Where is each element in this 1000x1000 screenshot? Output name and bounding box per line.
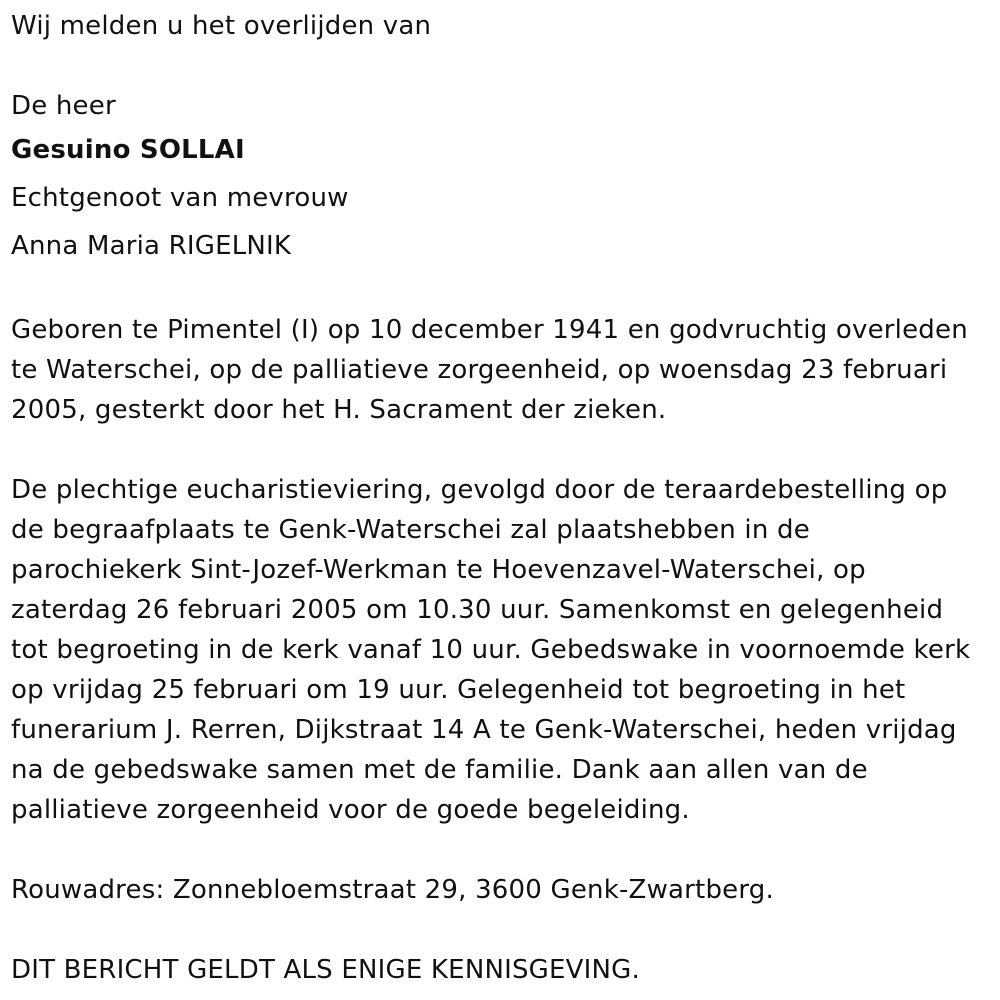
spacer <box>11 270 991 310</box>
ceremony-paragraph <box>11 470 991 830</box>
salutation: De heer <box>11 91 116 121</box>
paragraph-line: parochiekerk Sint-Jozef-Werkman te Hoevenzavel-Waterschei, op <box>11 555 866 585</box>
paragraph-line: Geboren te Pimentel (I) op 10 december 1941 en godvruchtig overleden <box>11 315 968 345</box>
spacer <box>11 910 991 950</box>
spouse-name: Anna Maria RIGELNIK <box>11 231 292 261</box>
closing-statement: DIT BERICHT GELDT ALS ENIGE KENNISGEVING. <box>11 955 640 985</box>
paragraph-line: De plechtige eucharistieviering, gevolgd door de teraardebestelling op <box>11 475 948 505</box>
spouse-label: Echtgenoot van mevrouw <box>11 183 349 213</box>
paragraph-line: op vrijdag 25 februari om 19 uur. Gelegenheid tot begroeting in het <box>11 675 906 705</box>
paragraph-line: na de gebedswake samen met de familie. Dank aan allen van de <box>11 755 868 785</box>
paragraph-line: palliatieve zorgeenheid voor de goede begeleiding. <box>11 795 690 825</box>
mourning-address: Rouwadres: Zonnebloemstraat 29, 3600 Genk-Zwartberg. <box>11 875 774 905</box>
spacer <box>11 430 991 470</box>
death-notice <box>11 0 991 990</box>
birth-paragraph <box>11 310 991 430</box>
paragraph-line: funerarium J. Rerren, Dijkstraat 14 A te Genk-Waterschei, heden vrijdag <box>11 715 957 745</box>
spacer <box>11 830 991 870</box>
paragraph-line: tot begroeting in de kerk vanaf 10 uur. Gebedswake in voornoemde kerk <box>11 635 971 665</box>
paragraph-line: zaterdag 26 februari 2005 om 10.30 uur. Samenkomst en gelegenheid <box>11 595 944 625</box>
paragraph-line: te Waterschei, op de palliatieve zorgeenheid, op woensdag 23 februari <box>11 355 948 385</box>
paragraph-line: de begraafplaats te Genk-Waterschei zal plaatshebben in de <box>11 515 810 545</box>
paragraph-line: 2005, gesterkt door het H. Sacrament der zieken. <box>11 395 667 425</box>
intro-text: Wij melden u het overlijden van <box>11 11 432 41</box>
spacer <box>11 46 991 86</box>
deceased-name: Gesuino SOLLAI <box>11 135 245 165</box>
